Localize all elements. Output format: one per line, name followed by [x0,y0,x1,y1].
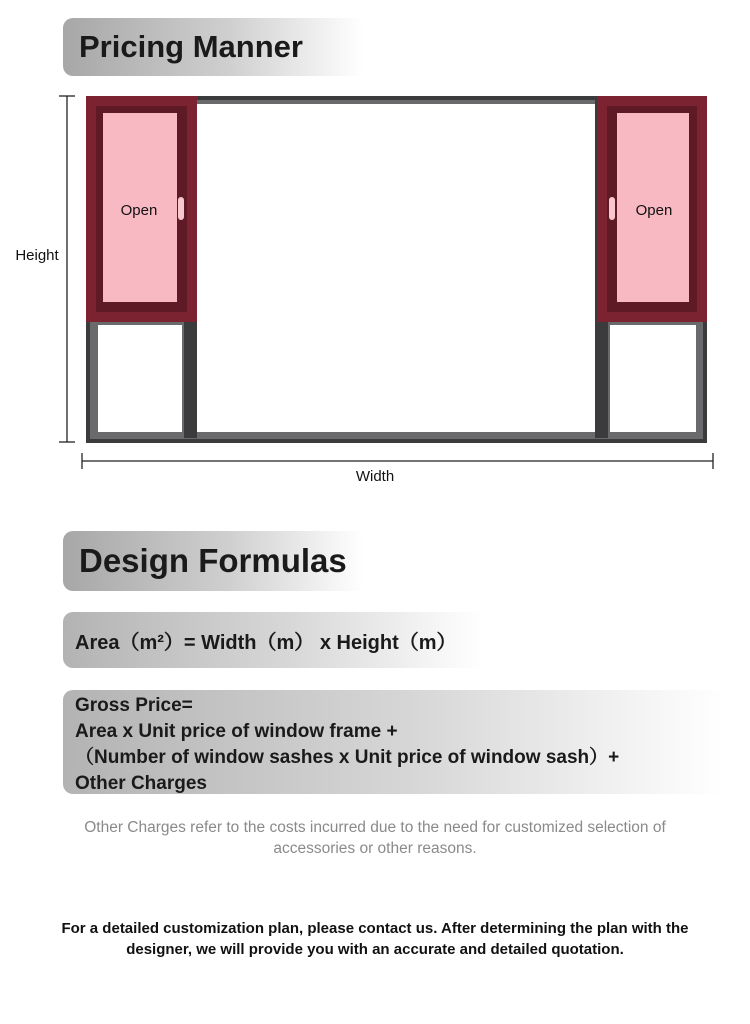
gross-formula-line: Gross Price= [75,695,193,716]
other-charges-note: Other Charges refer to the costs incurred due to the need for customized selection of accessories or other reasons. [84,819,666,857]
gross-formula-line: Area x Unit price of window frame + [75,721,398,742]
left-sash-handle [178,197,184,220]
design-formulas-banner [63,531,363,591]
area-formula [63,612,483,668]
left-lower-pane [98,325,182,432]
pricing-manner-banner [63,18,363,76]
width-dimension [82,453,713,469]
window-diagram [0,80,750,490]
left-sash-label: Open [120,202,158,219]
gross-price-formula [63,690,723,794]
right-lower-pane [610,325,696,432]
height-label: Height [15,247,59,264]
area-formula-text: Area（m²）= Width（m） x Height（m） [75,631,457,654]
gross-formula-line: Other Charges [75,773,207,794]
center-fixed-pane [197,104,595,432]
width-label: Width [355,468,395,485]
height-dimension [59,96,75,442]
gross-formula-line: （Number of window sashes x Unit price of window sash）+ [75,747,620,768]
pricing-manner-title: Pricing Manner [79,29,303,64]
right-sash-label: Open [635,202,673,219]
design-formulas-title: Design Formulas [79,542,347,579]
right-sash-handle [609,197,615,220]
contact-note: For a detailed customization plan, please contact us. After determining the plan with the designer, we will provide you with an accurate and detailed quotation. [61,920,689,958]
